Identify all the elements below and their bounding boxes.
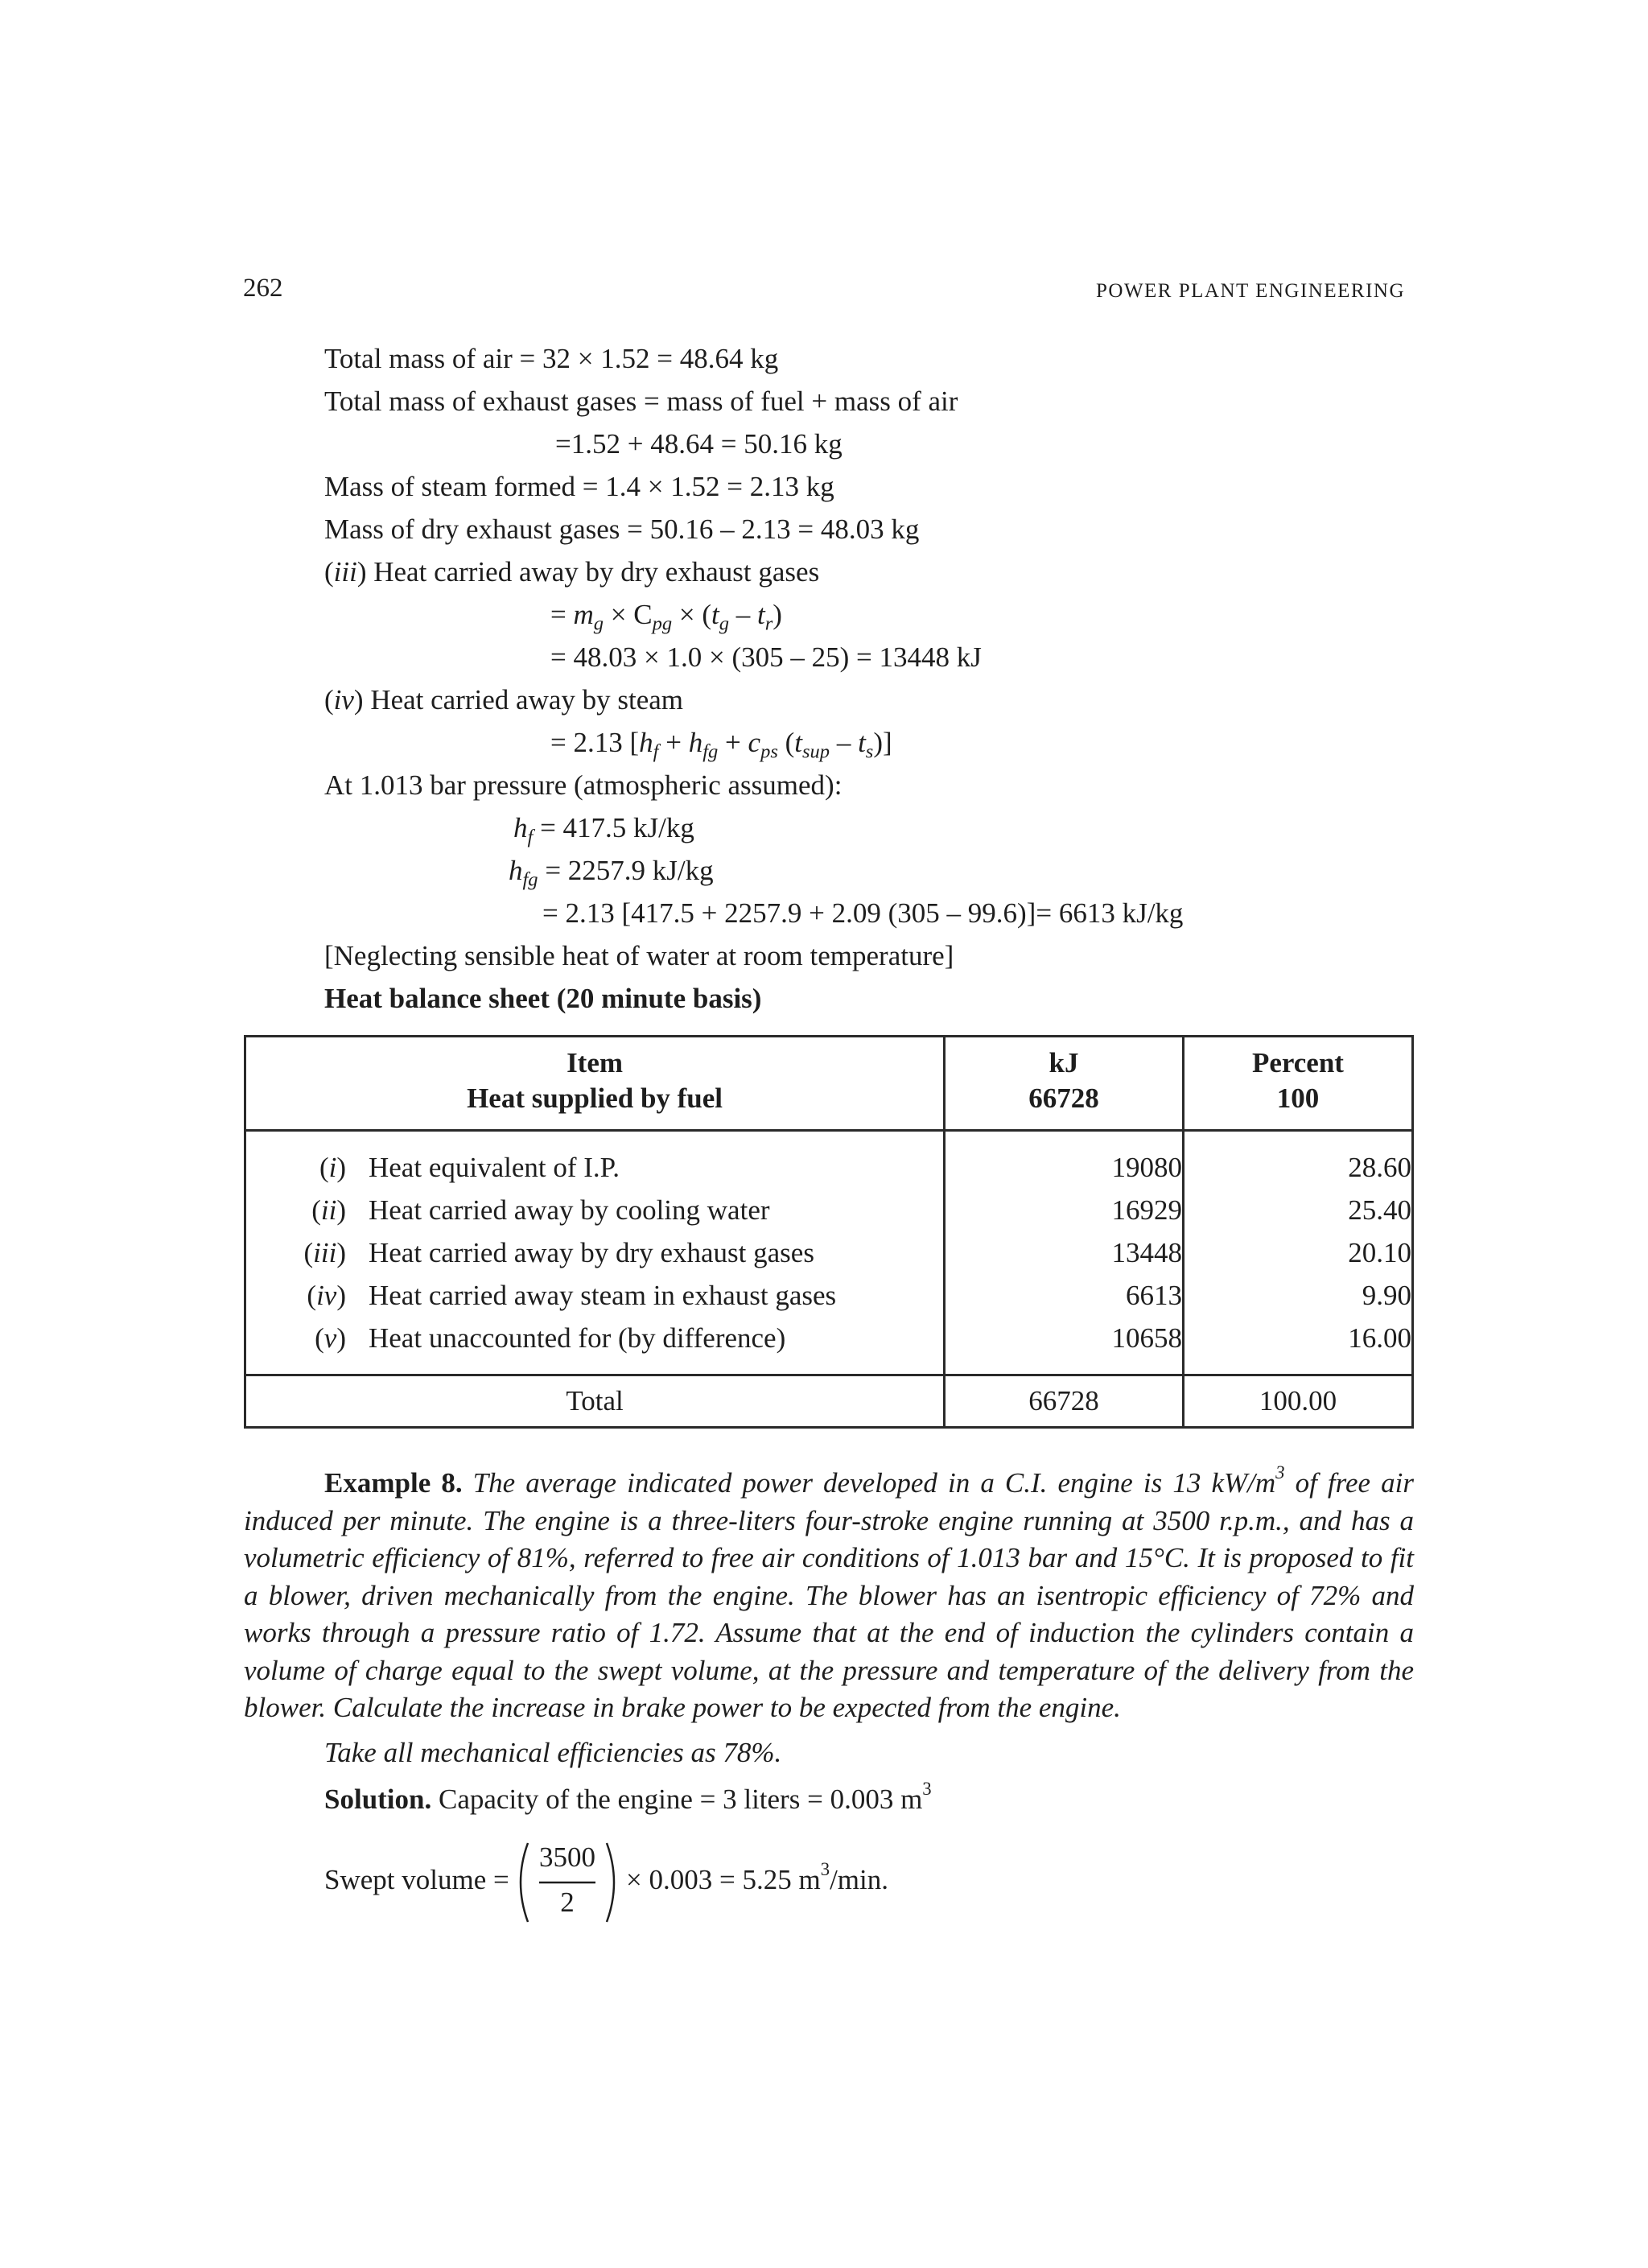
page-header (243, 274, 1405, 314)
roman-numeral: iii (333, 556, 357, 588)
table-row (245, 1131, 1413, 1190)
text-span: Heat carried away steam in exhaust gases (369, 1279, 837, 1311)
fraction-denominator: 2 (560, 1887, 575, 1918)
text-line: Total mass of exhaust gases = mass of fuel + mass of air (324, 386, 958, 417)
table-row (245, 1082, 1413, 1131)
roman-numeral: iv (333, 684, 354, 715)
text-span: × 0.003 = 5.25 m (626, 1864, 821, 1895)
text-span: of free air induced per minute. The engine is a three-liters four-stroke engine running at 3500 r.p.m., and has a volumetric efficiency of 81%, referred to free air conditions of 1.013 bar and 15°C. It is proposed to fit a blower, driven mechanically from the engine. The blower has an isentropic efficiency of 72% and works through a pressure ratio of 1.72. Assume that at the end of induction the cylinders contain a volume of charge equal to the swept volume, at the pressure and temperature of the delivery from the blower. Calculate the increase in brake power to be expected from the engine. (244, 1467, 1414, 1723)
table-cell: Heat supplied by fuel (245, 1082, 945, 1131)
table-cell: 28.60 (1183, 1131, 1412, 1190)
example-paragraph: Example 8. The average indicated power developed in a C.I. engine is 13 $kW/m^3$ of free air induced per minute. The engine is a three-liters four-stroke engine running at 3500 r.p.m., and has a volumetric efficiency of 81%, referred to free air conditions of 1.013 bar and 15°C. It is proposed to fit a blower, driven mechanically from the engine. The blower has an isentropic efficiency of 72% and works through a pressure ratio of 1.72. Assume that at the end of induction the cylinders contain a volume of charge equal to the swept volume, at the pressure and temperature of the delivery from the blower. Calculate the increase in brake power to be expected from the engine. (244, 1462, 1414, 1723)
table-cell: 100.00 (1183, 1375, 1412, 1428)
text-line: = 2.13 [417.5 + 2257.9 + 2.09 (305 – 99.6)]= 6613 kJ/kg (542, 897, 1184, 929)
formula-line: = 2.13 [$h_f + h_{fg} + c_{ps}$ $(t_{sup} - t_s)$] (550, 727, 892, 763)
text-line: =1.52 + 48.64 = 50.16 kg (555, 428, 843, 460)
text-span: Heat unaccounted for (by difference) (369, 1322, 786, 1354)
text-span: Heat carried away by steam (363, 684, 684, 715)
table-row (245, 1189, 1413, 1231)
text-line: Mass of dry exhaust gases = 50.16 – 2.13 = 48.03 kg (324, 513, 920, 545)
text-span: Heat equivalent of I.P. (369, 1151, 620, 1183)
header-cell: kJ (945, 1037, 1184, 1083)
text-line: [Neglecting sensible heat of water at room temperature] (324, 940, 954, 971)
table-row (245, 1317, 1413, 1375)
table-cell: (iv) Heat carried away steam in exhaust gases (245, 1274, 945, 1317)
text-line: At 1.013 bar pressure (atmospheric assumed): (324, 769, 843, 801)
roman-numeral: i (328, 1151, 337, 1183)
solution-label: Solution. (324, 1783, 432, 1815)
text-line: Take all mechanical efficiencies as 78%. (324, 1737, 782, 1768)
table-cell: Total (245, 1375, 945, 1428)
table-cell: (iii) Heat carried away by dry exhaust gases (245, 1231, 945, 1274)
roman-numeral: iv (316, 1279, 337, 1311)
text-span: Heat carried away by dry exhaust gases (366, 556, 820, 588)
table-cell: 25.40 (1183, 1189, 1412, 1231)
text-line: Mass of steam formed = 1.4 × 1.52 = 2.13 kg (324, 471, 834, 502)
roman-numeral: ii (320, 1194, 337, 1226)
table-cell: 100 (1183, 1082, 1412, 1131)
table-cell: 13448 (945, 1231, 1184, 1274)
header-cell: Item (245, 1037, 945, 1083)
formula-line: $h_f = 417.5$ kJ/kg (513, 812, 694, 848)
swept-volume-result: × 0.003 = 5.25 $m^3/\min$. (626, 1858, 889, 1895)
table-header-row (245, 1037, 1413, 1083)
text-span: The average indicated power developed in a C.I. engine is 13 kW/m (462, 1467, 1276, 1499)
table-cell: 66728 (945, 1082, 1184, 1131)
roman-numeral: iii (313, 1236, 337, 1268)
running-head: POWER PLANT ENGINEERING (1095, 280, 1405, 302)
text-span: Heat carried away by dry exhaust gases (369, 1236, 814, 1268)
text-span: = 2.13 [ (550, 727, 640, 758)
text-span: = 417.5 kJ/kg (533, 812, 694, 843)
header-cell: Percent (1183, 1037, 1412, 1083)
table-cell: (i) Heat equivalent of I.P. (245, 1131, 945, 1190)
heat-balance-table (244, 1035, 1414, 1429)
text-span: Capacity of the engine = 3 liters = 0.003 m (431, 1783, 923, 1815)
table-title: Heat balance sheet (20 minute basis) (324, 983, 762, 1014)
table-cell: (ii) Heat carried away by cooling water (245, 1189, 945, 1231)
text-line: (iii) Heat carried away by dry exhaust gases (324, 556, 820, 588)
table-cell: (v) Heat unaccounted for (by difference) (245, 1317, 945, 1375)
example-label: Example 8. (324, 1467, 463, 1499)
page-number: 262 (243, 274, 283, 303)
table-row (245, 1231, 1413, 1274)
table-cell: 66728 (945, 1375, 1184, 1428)
table-cell: 6613 (945, 1274, 1184, 1317)
solution-line: Solution. Capacity of the engine = 3 liters = 0.003 $m^3$ (324, 1778, 932, 1815)
text-line: Total mass of air = 32 × 1.52 = 48.64 kg (324, 343, 779, 374)
table-cell: 16929 (945, 1189, 1184, 1231)
table-cell: 9.90 (1183, 1274, 1412, 1317)
text-span: Heat carried away by cooling water (369, 1194, 770, 1226)
table-cell: 16.00 (1183, 1317, 1412, 1375)
formula-line: = $m_g \times C_{pg} \times (t_g - t_r)$ (550, 599, 782, 635)
text-span: = 2257.9 kJ/kg (538, 855, 714, 886)
formula-line: $h_{fg} = 2257.9$ kJ/kg (509, 855, 714, 891)
table-cell: 20.10 (1183, 1231, 1412, 1274)
text-span: /min. (830, 1864, 889, 1895)
swept-volume-label: Swept volume = (324, 1864, 509, 1895)
text-line: (iv) Heat carried away by steam (324, 684, 684, 715)
roman-numeral: v (323, 1322, 337, 1354)
text-line: = 48.03 × 1.0 × (305 – 25) = 13448 kJ (550, 641, 982, 673)
table-total-row (245, 1375, 1413, 1428)
fraction-numerator: 3500 (539, 1841, 595, 1873)
table-row (245, 1274, 1413, 1317)
table-cell: 19080 (945, 1131, 1184, 1190)
table-cell: 10658 (945, 1317, 1184, 1375)
